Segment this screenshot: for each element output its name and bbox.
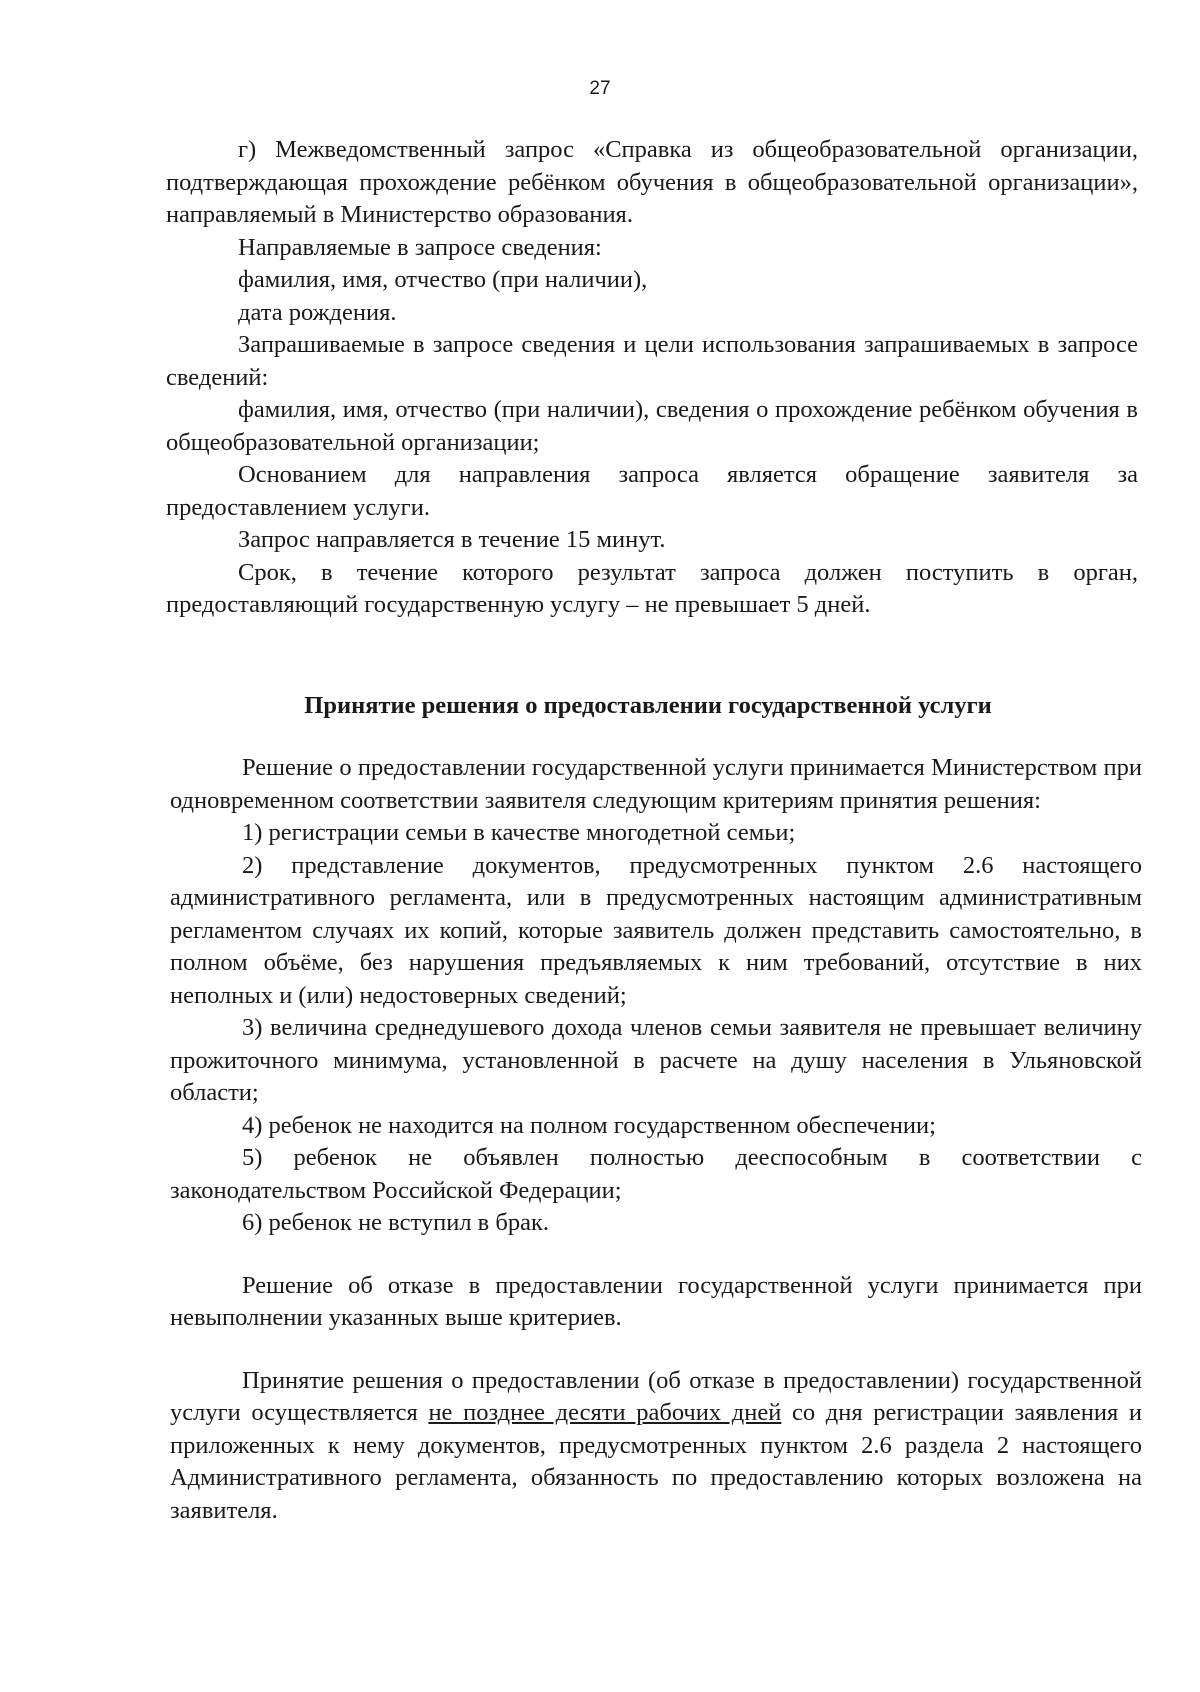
criterion-3: 3) величина среднедушевого дохода членов семьи заявителя не превышает величину прожиточного минимума, установленной в расчете на душу населения в Ульяновской области;	[170, 1014, 1142, 1106]
criterion-4: 4) ребенок не находится на полном государственном обеспечении;	[242, 1111, 936, 1139]
page-number: 27	[589, 78, 611, 99]
timeline-text-after: со дня регистрации заявления и приложенных к нему документов, предусмотренных пунктом 2.6 раздела 2 настоящего Административного регламента, обязанность по предоставлению которых возложена на заявителя.	[170, 1399, 1142, 1524]
interagency-request-section	[166, 134, 1138, 622]
requested-info-item: фамилия, имя, отчество (при наличии), сведения о прохождение ребёнком обучения в общеобразовательной организации;	[166, 396, 1138, 456]
spacer	[170, 1240, 1142, 1270]
decision-intro-paragraph: Решение о предоставлении государственной услуги принимается Министерством при одновременном соответствии заявителя следующим критериям принятия решения:	[170, 754, 1142, 814]
sent-info-item-name: фамилия, имя, отчество (при наличии),	[238, 266, 648, 293]
section-heading: Принятие решения о предоставлении государственной услуги	[304, 692, 992, 719]
timeline-deadline-underlined: не позднее десяти рабочих дней	[428, 1399, 782, 1426]
criterion-2: 2) представление документов, предусмотренных пунктом 2.6 настоящего административного регламента, или в предусмотренных настоящим административным регламентом случаях их копий, которые заявитель должен представить самостоятельно, в полном объёме, без нарушения предъявляемых к ним требований, отсутствие в них неполных и (или) недостоверных сведений;	[170, 851, 1142, 1009]
spacer	[170, 1335, 1142, 1365]
decision-timeline-paragraph	[170, 1365, 1142, 1528]
sent-info-title: Направляемые в запросе сведения:	[238, 233, 602, 261]
refusal-paragraph: Решение об отказе в предоставлении государственной услуги принимается при невыполнении указанных выше критериев.	[170, 1271, 1142, 1331]
request-basis-paragraph: Основанием для направления запроса является обращение заявителя за предоставлением услуги.	[166, 461, 1138, 521]
decision-section	[170, 752, 1142, 1527]
sent-info-item-birthdate: дата рождения.	[238, 298, 397, 326]
criterion-1: 1) регистрации семьи в качестве многодетной семьи;	[242, 819, 796, 846]
criterion-6: 6) ребенок не вступил в брак.	[242, 1209, 549, 1236]
timeline-text-before: Принятие решения о предоставлении (об отказе в предоставлении) государственной услуги осуществляется	[170, 1366, 1142, 1426]
requested-info-paragraph: Запрашиваемые в запросе сведения и цели использования запрашиваемых в запросе сведений:	[166, 331, 1138, 391]
response-deadline-paragraph: Срок, в течение которого результат запроса должен поступить в орган, предоставляющий государственную услугу – не превышает 5 дней.	[166, 558, 1138, 618]
request-timing-paragraph: Запрос направляется в течение 15 минут.	[238, 526, 666, 553]
request-paragraph: г) Межведомственный запрос «Справка из общеобразовательной организации, подтверждающая прохождение ребёнком обучения в общеобразовательной организации», направляемый в Министерство образования.	[166, 136, 1138, 228]
criterion-5: 5) ребенок не объявлен полностью дееспособным в соответствии с законодательством Российской Федерации;	[170, 1144, 1142, 1204]
